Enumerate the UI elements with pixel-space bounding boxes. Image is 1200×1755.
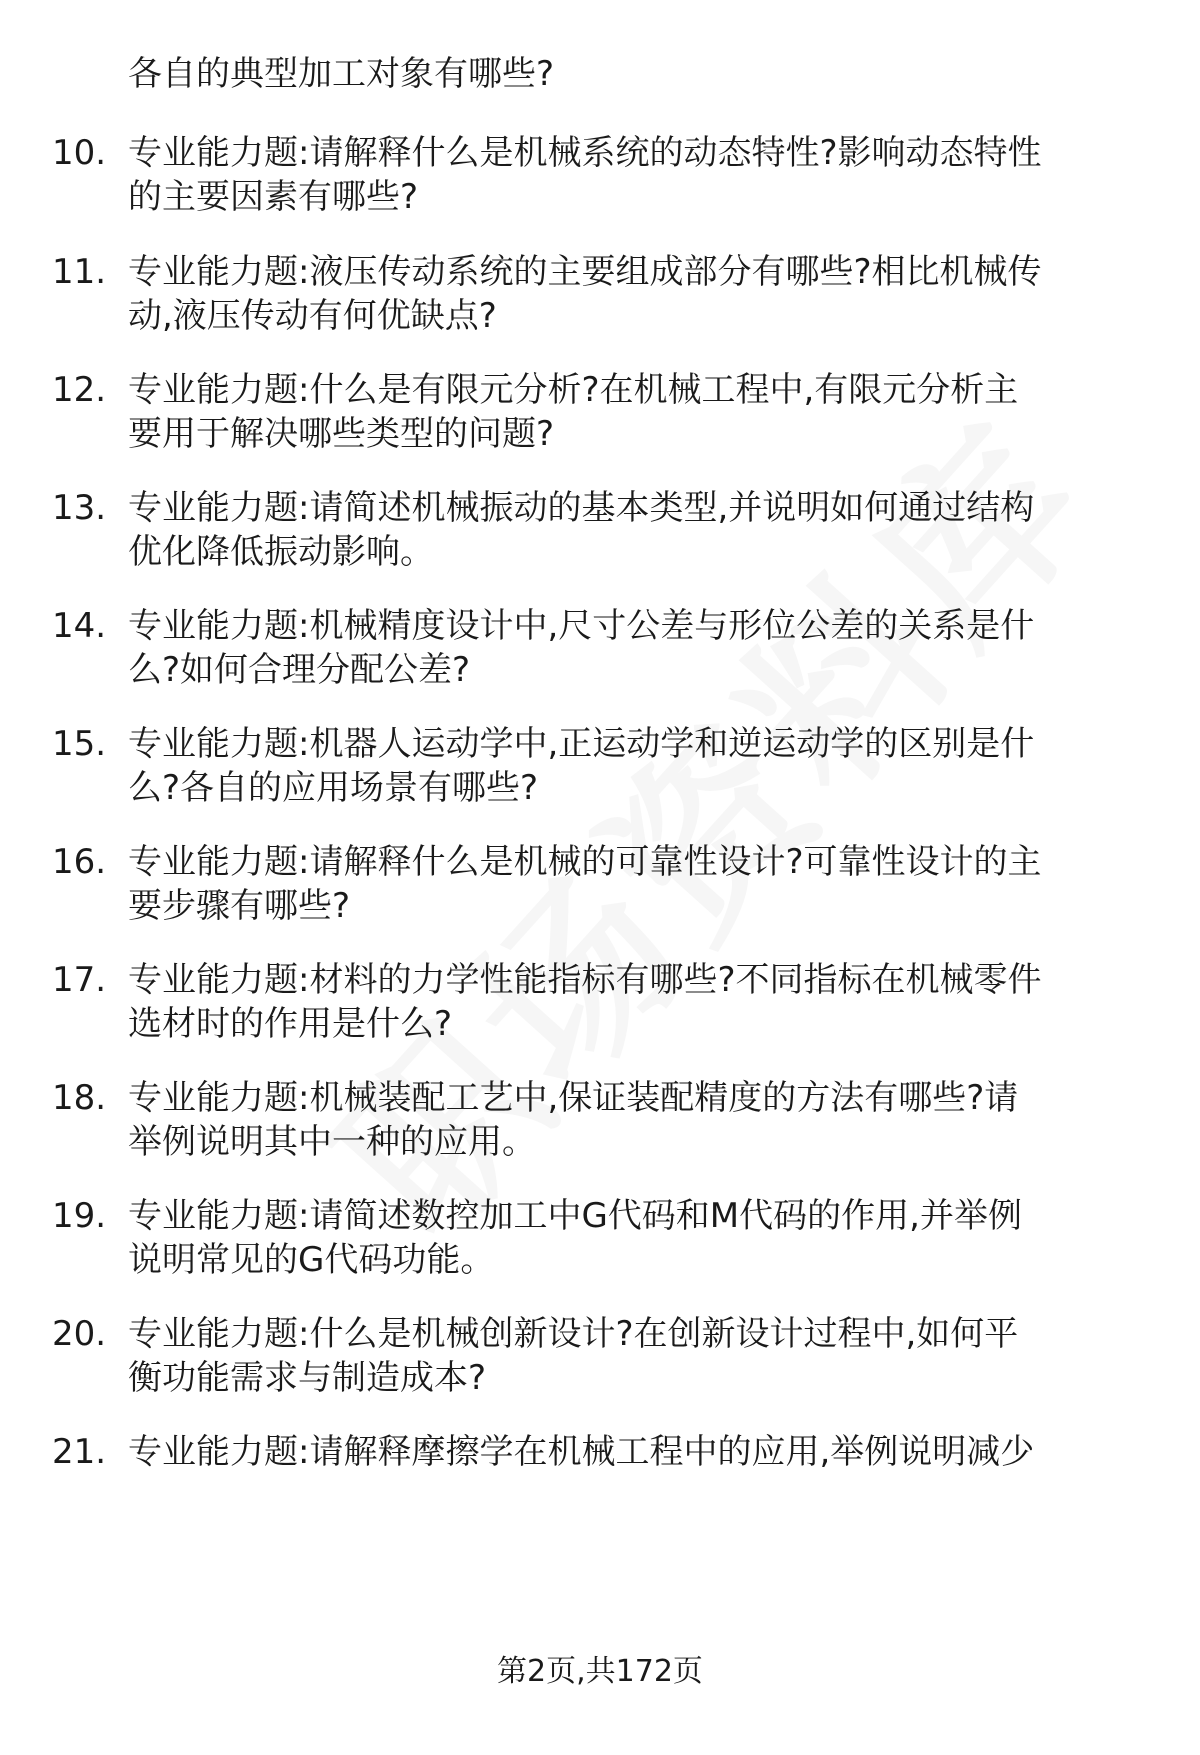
question-line: 专业能力题:请解释什么是机械的可靠性设计?可靠性设计的主 bbox=[128, 842, 1042, 882]
question-number: 12. bbox=[52, 370, 107, 410]
question-text bbox=[128, 131, 1138, 219]
question-line: 专业能力题:请解释什么是机械系统的动态特性?影响动态特性 bbox=[128, 133, 1042, 173]
question-text bbox=[128, 1076, 1138, 1164]
question-text bbox=[128, 1430, 1138, 1474]
question-line: 要用于解决哪些类型的问题? bbox=[128, 414, 555, 454]
question-text bbox=[128, 486, 1138, 574]
question-number: 10. bbox=[52, 133, 107, 173]
question-text bbox=[128, 1312, 1138, 1400]
question-line: 专业能力题:材料的力学性能指标有哪些?不同指标在机械零件 bbox=[128, 960, 1042, 1000]
question-line: 优化降低振动影响。 bbox=[128, 532, 434, 572]
question-line: 专业能力题:机械精度设计中,尺寸公差与形位公差的关系是什 bbox=[128, 606, 1035, 646]
question-text bbox=[128, 368, 1138, 456]
question-number: 11. bbox=[52, 252, 107, 292]
question-number: 14. bbox=[52, 606, 107, 646]
question-line: 要步骤有哪些? bbox=[128, 886, 351, 926]
question-line: 专业能力题:液压传动系统的主要组成部分有哪些?相比机械传 bbox=[128, 252, 1042, 292]
question-number: 16. bbox=[52, 842, 107, 882]
question-number: 21. bbox=[52, 1432, 107, 1472]
question-text bbox=[128, 840, 1138, 928]
question-number: 13. bbox=[52, 488, 107, 528]
question-line: 的主要因素有哪些? bbox=[128, 177, 419, 217]
question-line: 专业能力题:请解释摩擦学在机械工程中的应用,举例说明减少 bbox=[128, 1432, 1035, 1472]
page-footer: 第2页,共172页 bbox=[497, 1654, 703, 1689]
continuation-line: 各自的典型加工对象有哪些? bbox=[128, 54, 555, 94]
question-line: 衡功能需求与制造成本? bbox=[128, 1358, 487, 1398]
question-number: 19. bbox=[52, 1196, 107, 1236]
question-line: 选材时的作用是什么? bbox=[128, 1004, 453, 1044]
question-line: 说明常见的G代码功能。 bbox=[128, 1240, 495, 1280]
question-line: 专业能力题:机械装配工艺中,保证装配精度的方法有哪些?请 bbox=[128, 1078, 1019, 1118]
question-text bbox=[128, 1194, 1138, 1282]
question-text bbox=[128, 722, 1138, 810]
question-text bbox=[128, 958, 1138, 1046]
question-line: 专业能力题:请简述数控加工中G代码和M代码的作用,并举例 bbox=[128, 1196, 1022, 1236]
question-line: 专业能力题:请简述机械振动的基本类型,并说明如何通过结构 bbox=[128, 488, 1035, 528]
question-number: 17. bbox=[52, 960, 107, 1000]
question-line: 举例说明其中一种的应用。 bbox=[128, 1122, 536, 1162]
question-line: 专业能力题:什么是机械创新设计?在创新设计过程中,如何平 bbox=[128, 1314, 1019, 1354]
question-number: 20. bbox=[52, 1314, 107, 1354]
question-text bbox=[128, 604, 1138, 692]
question-line: 动,液压传动有何优缺点? bbox=[128, 296, 497, 336]
question-line: 专业能力题:机器人运动学中,正运动学和逆运动学的区别是什 bbox=[128, 724, 1035, 764]
question-line: 专业能力题:什么是有限元分析?在机械工程中,有限元分析主 bbox=[128, 370, 1019, 410]
question-line: 么?各自的应用场景有哪些? bbox=[128, 768, 539, 808]
question-number: 15. bbox=[52, 724, 107, 764]
question-number: 18. bbox=[52, 1078, 107, 1118]
question-line: 么?如何合理分配公差? bbox=[128, 650, 471, 690]
question-text bbox=[128, 250, 1138, 338]
